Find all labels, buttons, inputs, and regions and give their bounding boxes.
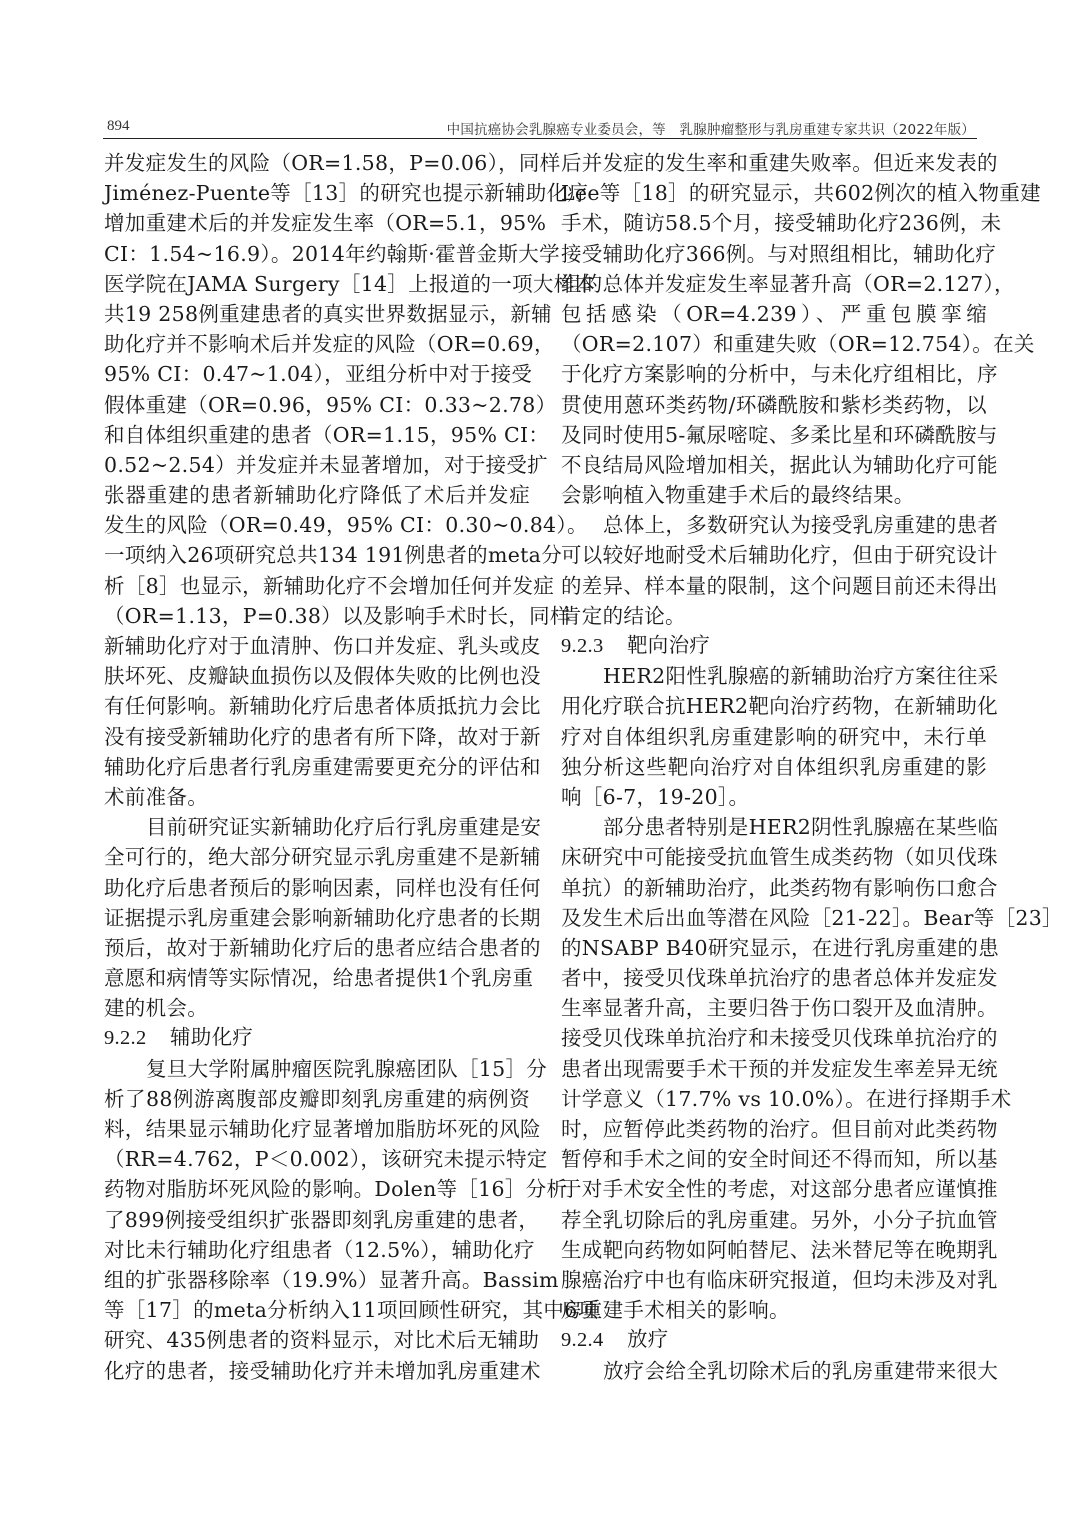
text-line: 时，应暂停此类药物的治疗。但目前对此类药物 [561, 1117, 998, 1141]
text-line: 95% CI：0.47~1.04），亚组分析中对于接受 [104, 362, 533, 387]
text-line: 助化疗并不影响术后并发症的风险（OR=0.69， [104, 332, 555, 357]
text-line: 共19 258例重建患者的真实世界数据显示，新辅 [104, 301, 552, 326]
section-heading [561, 631, 987, 661]
text-line: 者中，接受贝伐珠单抗治疗的患者总体并发症发 [561, 966, 998, 991]
text-line: （OR=2.107）和重建失败（OR=12.754）。在关 [561, 332, 1035, 357]
text-line: 单抗）的新辅助治疗，此类药物有影响伤口愈合 [561, 875, 998, 900]
text-line: 化疗的患者，接受辅助化疗并未增加乳房重建术 [104, 1358, 541, 1383]
text-line: 床研究中可能接受抗血管生成类药物（如贝伐珠 [561, 845, 998, 870]
text-line: 患者出现需要手术干预的并发症发生率差异无统 [561, 1056, 998, 1081]
paragraph-first-line: HER2阳性乳腺癌的新辅助治疗方案往往采 [603, 664, 999, 689]
text-line: 新辅助化疗对于血清肿、伤口并发症、乳头或皮 [104, 634, 541, 658]
text-line: Jiménez-Puente等［13］的研究也提示新辅助化疗 [104, 181, 589, 206]
section-heading [104, 1023, 530, 1053]
text-line: Lee等［18］的研究显示，共602例次的植入物重建 [561, 181, 1041, 206]
running-head [103, 114, 977, 139]
text-line: 贯使用蒽环类药物/环磷酰胺和紫杉类药物，以 [561, 392, 987, 417]
text-line: 计学意义（17.7% vs 10.0%）。在进行择期手术 [561, 1086, 1012, 1111]
text-line: 并发症发生的风险（OR=1.58，P=0.06），同样 [104, 151, 561, 175]
paragraph-first-line: 总体上，多数研究认为接受乳房重建的患者 [603, 513, 999, 538]
text-line: 响［6-7，19-20］。 [561, 784, 750, 809]
text-line: 增加重建术后的并发症发生率（OR=5.1，95% [104, 211, 547, 236]
text-line: 张器重建的患者新辅助化疗降低了术后并发症 [104, 483, 530, 508]
text-line: 预后，故对于新辅助化疗后的患者应结合患者的 [104, 935, 541, 960]
text-line: 腺癌治疗中也有临床研究报道，但均未涉及对乳 [561, 1267, 998, 1292]
text-line: 医学院在JAMA Surgery［14］上报道的一项大样本 [104, 271, 596, 296]
page-number: 894 [107, 118, 130, 134]
text-line: 可以较好地耐受术后辅助化疗，但由于研究设计 [561, 543, 998, 568]
text-line: 独分析这些靶向治疗对自体组织乳房重建的影 [561, 754, 987, 779]
text-line: 不良结局风险增加相关，据此认为辅助化疗可能 [561, 452, 998, 477]
text-line: 会影响植入物重建手术后的最终结果。 [561, 483, 915, 508]
section-title: 辅助化疗 [170, 1027, 254, 1050]
text-line: 0.52~2.54）并发症并未显著增加，对于接受扩 [104, 452, 548, 477]
text-line: 料，结果显示辅助化疗显著增加脂肪坏死的风险 [104, 1117, 541, 1141]
text-line: 生成靶向药物如阿帕替尼、法米替尼等在晚期乳 [561, 1237, 998, 1262]
text-line: 对比未行辅助化疗组患者（12.5%），辅助化疗 [104, 1237, 535, 1262]
text-line: 生率显著升高，主要归咎于伤口裂开及血清肿。 [561, 996, 998, 1021]
journal-header: 中国抗癌协会乳腺癌专业委员会，等 乳腺肿瘤整形与乳房重建专家共识（2022年版） [446, 122, 975, 138]
text-line: 没有接受新辅助化疗的患者有所下降，故对于新 [104, 724, 541, 749]
text-line: 及发生术后出血等潜在风险［21-22］。Bear等［23］ [561, 905, 1063, 930]
text-line: 接受辅助化疗366例。与对照组相比，辅助化疗 [561, 241, 997, 266]
text-line: 肤坏死、皮瓣缺血损伤以及假体失败的比例也没 [104, 664, 541, 689]
text-line: 于化疗方案影响的分析中，与未化疗组相比，序 [561, 362, 998, 387]
text-line: CI：1.54~16.9）。2014年约翰斯·霍普金斯大学 [104, 241, 560, 266]
section-heading [561, 1325, 987, 1355]
text-line: 的差异、样本量的限制，这个问题目前还未得出 [561, 573, 998, 598]
section-number: 9.2.3 [561, 635, 604, 657]
text-line: 的NSABP B40研究显示，在进行乳房重建的患 [561, 935, 1000, 960]
text-line: 组的扩张器移除率（19.9%）显著升高。Bassim [104, 1267, 559, 1292]
paragraph-first-line: 放疗会给全乳切除术后的乳房重建带来很大 [603, 1358, 999, 1383]
paragraph-first-line: 目前研究证实新辅助化疗后行乳房重建是安 [146, 815, 542, 840]
text-line: （OR=1.13，P=0.38）以及影响手术时长，同样 [104, 603, 571, 628]
text-line: 全可行的，绝大部分研究显示乳房重建不是新辅 [104, 845, 541, 870]
text-line: 药物对脂肪坏死风险的影响。Dolen等［16］分析 [104, 1177, 568, 1202]
section-title: 靶向治疗 [627, 635, 711, 657]
text-line: 疗对自体组织乳房重建影响的研究中，未行单 [561, 724, 987, 749]
paragraph-first-line: 复旦大学附属肿瘤医院乳腺癌团队［15］分 [146, 1056, 548, 1081]
text-line: 房重建手术相关的影响。 [561, 1298, 790, 1323]
text-line: 手术，随访58.5个月，接受辅助化疗236例，未 [561, 211, 1002, 236]
section-title: 放疗 [627, 1329, 669, 1352]
text-line: 包括感染（OR=4.239）、严重包膜挛缩 [561, 301, 987, 326]
text-line: （RR=4.762，P＜0.002），该研究未提示特定 [104, 1147, 548, 1172]
text-line: 辅助化疗后患者行乳房重建需要更充分的评估和 [104, 754, 541, 779]
text-line: 组的总体并发症发生率显著升高（OR=2.127）， [561, 271, 1015, 296]
text-line: 证据提示乳房重建会影响新辅助化疗患者的长期 [104, 905, 541, 930]
text-line: 用化疗联合抗HER2靶向治疗药物，在新辅助化 [561, 694, 998, 719]
text-line: 暂停和手术之间的安全时间还不得而知，所以基 [561, 1147, 998, 1172]
text-line: 等［17］的meta分析纳入11项回顾性研究，其中6项 [104, 1298, 599, 1323]
text-line: 一项纳入26项研究总共134 191例患者的meta分 [104, 543, 562, 568]
text-line: 后并发症的发生率和重建失败率。但近来发表的 [561, 151, 998, 175]
section-number: 9.2.4 [561, 1329, 604, 1352]
text-line: 意愿和病情等实际情况，给患者提供1个乳房重 [104, 966, 534, 991]
text-line: 有任何影响。新辅助化疗后患者体质抵抗力会比 [104, 694, 541, 719]
section-number: 9.2.2 [104, 1027, 147, 1050]
text-line: 术前准备。 [104, 784, 208, 809]
text-line: 助化疗后患者预后的影响因素，同样也没有任何 [104, 875, 541, 900]
text-line: 假体重建（OR=0.96，95% CI：0.33~2.78） [104, 392, 557, 417]
text-line: 及同时使用5-氟尿嘧啶、多柔比星和环磷酰胺与 [561, 422, 998, 447]
text-line: 析［8］也显示，新辅助化疗不会增加任何并发症 [104, 573, 555, 598]
text-line: 接受贝伐珠单抗治疗和未接受贝伐珠单抗治疗的 [561, 1026, 998, 1051]
text-line: 于对手术安全性的考虑，对这部分患者应谨慎推 [561, 1177, 998, 1202]
text-line: 析了88例游离腹部皮瓣即刻乳房重建的病例资 [104, 1086, 530, 1111]
text-line: 肯定的结论。 [561, 603, 686, 628]
text-line: 建的机会。 [104, 996, 208, 1021]
text-line: 发生的风险（OR=0.49，95% CI：0.30~0.84）。 [104, 513, 588, 538]
text-line: 研究、435例患者的资料显示，对比术后无辅助 [104, 1328, 540, 1353]
text-line: 了899例接受组织扩张器即刻乳房重建的患者， [104, 1207, 540, 1232]
right-column [561, 148, 1063, 1386]
text-line: 荐全乳切除后的乳房重建。另外，小分子抗血管 [561, 1207, 998, 1232]
paragraph-first-line: 部分患者特别是HER2阴性乳腺癌在某些临 [603, 815, 999, 840]
text-line: 和自体组织重建的患者（OR=1.15，95% CI： [104, 422, 550, 447]
